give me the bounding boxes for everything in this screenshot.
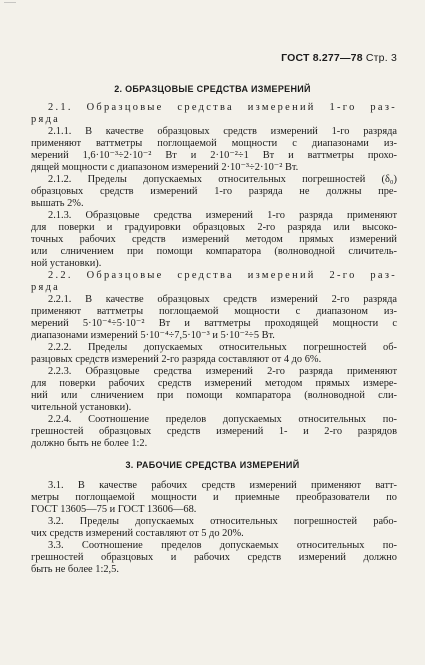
paragraph-line: ряда <box>31 282 61 293</box>
paragraph-line: диапазонами измерений 5·10⁻⁴÷7,5·10⁻³ и 5·10⁻²÷5 Вт. <box>31 330 275 341</box>
paragraph-line: 2.1.3. Образцовые средства измерений 1-го разряда применяют <box>48 210 397 221</box>
paragraph-line: 3.3. Соотношение пределов допускаемых относительных по- <box>48 540 397 551</box>
paragraph-line: образцовых средств измерений 1-го разряда не должны пре- <box>31 186 397 197</box>
paragraph-line: 2.2.1. В качестве образцовых средств измерений 2-го разряда <box>48 294 397 305</box>
paragraph-line: 2.2.2. Пределы допускаемых относительных погрешностей об- <box>48 342 397 353</box>
paragraph-line: разцовых средств измерений 2-го разряда составляют от 4 до 6%. <box>31 354 322 365</box>
page-number: Стр. 3 <box>365 52 397 64</box>
paragraph-line: 2.2.3. Образцовые средства измерений 2-го разряда применяют <box>48 366 397 377</box>
paragraph-line: быть не более 1:2,5. <box>31 564 119 575</box>
paragraph-line: чительной установки). <box>31 402 132 413</box>
section-3-title: 3. РАБОЧИЕ СРЕДСТВА ИЗМЕРЕНИЙ <box>125 460 300 470</box>
paragraph-line: 3.2. Пределы допускаемых относительных погрешностей рабо- <box>48 516 397 527</box>
paragraph-line: ГОСТ 13605—75 и ГОСТ 13606—68. <box>31 504 197 515</box>
paragraph-line: применяют ваттметры поглощаемой мощности с диапазонами из- <box>31 138 397 149</box>
paragraph-line: дящей мощности с диапазоном измерений 2·10⁻³÷2·10⁻² Вт. <box>31 162 299 173</box>
section-2-title: 2. ОБРАЗЦОВЫЕ СРЕДСТВА ИЗМЕРЕНИЙ <box>114 84 311 94</box>
paragraph-line: чих средств измерений составляют от 5 до 20%. <box>31 528 244 539</box>
paragraph-line: мерений 5·10⁻⁴÷5·10⁻² Вт и ваттметры проходящей мощности с <box>31 318 397 329</box>
paragraph-line: ряда <box>31 114 61 125</box>
paragraph-line: вышать 2%. <box>31 198 84 209</box>
paragraph-line: точных рабочих средств измерений методом прямых измерений <box>31 234 397 245</box>
scan-mark <box>4 2 16 7</box>
paragraph-line: ний или слничением при помощи компаратора (волноводной сли- <box>31 390 397 401</box>
gost-number: ГОСТ 8.277—78 <box>281 52 363 64</box>
paragraph-line: должно быть не более 1:2. <box>31 438 148 449</box>
paragraph-line: или слничением при помощи компаратора (волноводной сличитель- <box>31 246 397 257</box>
paragraph-line: ной установки). <box>31 258 102 269</box>
paragraph-line: 2.1.2. Пределы допускаемых относительных погрешностей (δ₀) <box>48 174 397 185</box>
paragraph-line: грешностей образцовых средств измерений 1- и 2-го разрядов <box>31 426 397 437</box>
paragraph-line: 3.1. В качестве рабочих средств измерений применяют ватт- <box>48 480 397 491</box>
paragraph-line: 2.2. Образцовые средства измерений 2-го раз- <box>48 270 397 281</box>
paragraph-line: метры поглощаемой мощности и приемные преобразователи по <box>31 492 397 503</box>
paragraph-line: 2.2.4. Соотношение пределов допускаемых относительных по- <box>48 414 397 425</box>
paragraph-line: 2.1. Образцовые средства измерений 1-го раз- <box>48 102 397 113</box>
paragraph-line: 2.1.1. В качестве образцовых средств измерений 1-го разряда <box>48 126 397 137</box>
paragraph-line: для поверки и градуировки образцовых 2-го разряда или высоко- <box>31 222 397 233</box>
paragraph-line: грешностей образцовых и рабочих средств измерений должно <box>31 552 397 563</box>
paragraph-line: для поверки рабочих средств измерений методом прямых измере- <box>31 378 397 389</box>
paragraph-line: применяют ваттметры поглощаемой мощности с диапазоном из- <box>31 306 397 317</box>
paragraph-line: мерений 1,6·10⁻³÷2·10⁻² Вт и 2·10⁻²÷1 Вт и ваттметры прохо- <box>31 150 397 161</box>
running-header <box>281 52 397 64</box>
